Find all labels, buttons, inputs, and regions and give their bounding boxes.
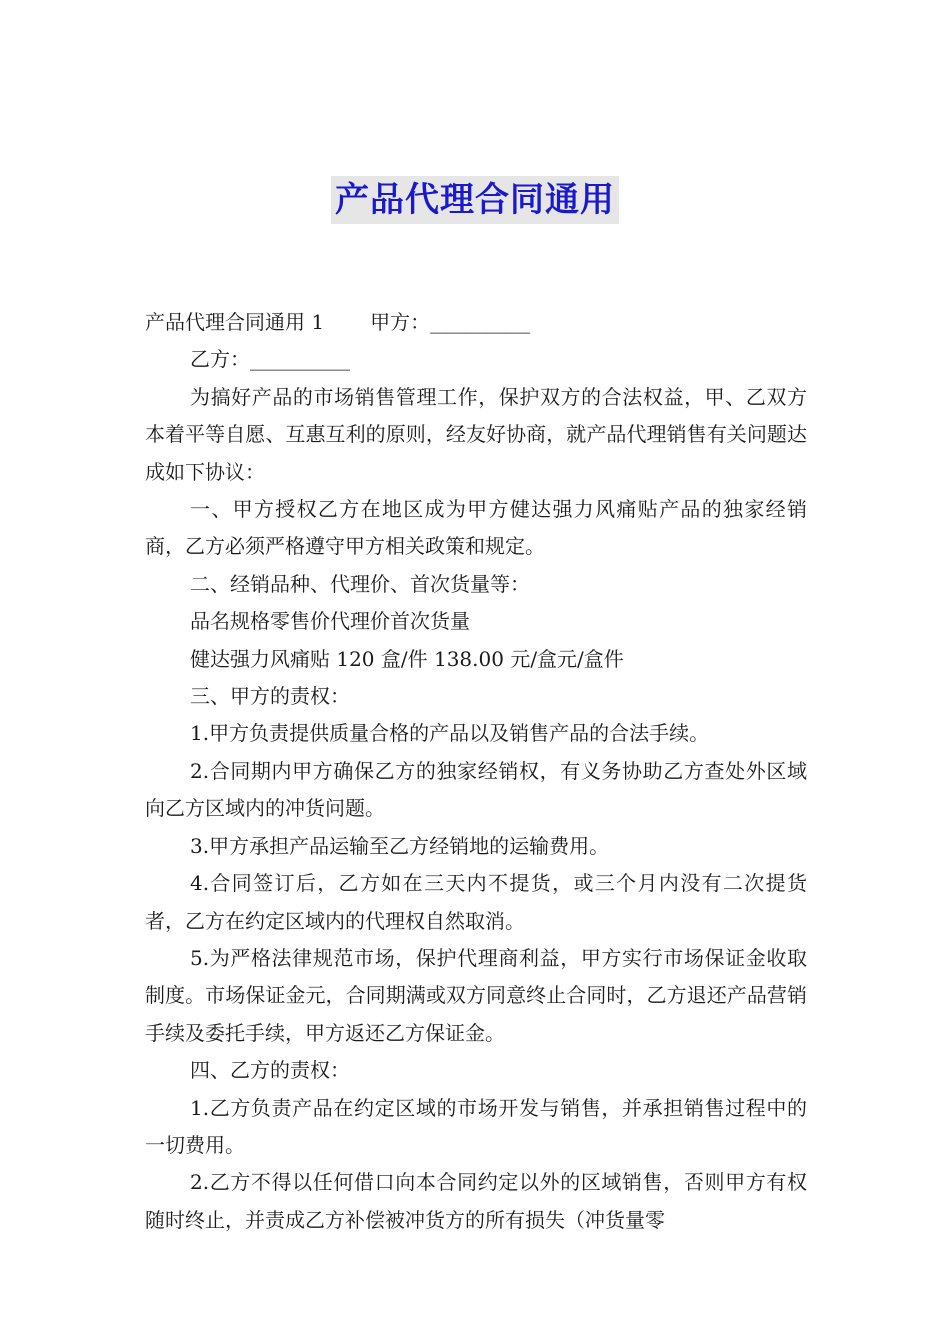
paragraph: 三、甲方的责权： [190,684,350,709]
paragraph: 健达强力风痛贴 120 盒/件 138.00 元/盒元/盒件 [190,646,624,671]
document-title-block [0,176,950,230]
paragraph: 品名规格零售价代理价首次货量 [190,609,470,634]
paragraph: 一、甲方授权乙方在地区成为甲方健达强力风痛贴产品的独家经销商，乙方必须严格遵守甲方相关政策和规定。 [145,497,807,559]
paragraph: 二、经销品种、代理价、首次货量等： [190,571,530,596]
paragraph: 乙方：__________ [190,347,350,372]
paragraph: 5.为严格法律规范市场，保护代理商利益，甲方实行市场保证金收取制度。市场保证金元，合同期满或双方同意终止合同时，乙方退还产品营销手续及委托手续，甲方返还乙方保证金。 [145,945,807,1045]
document-body [145,304,807,1239]
paragraph: 1.甲方负责提供质量合格的产品以及销售产品的合法手续。 [190,721,710,746]
paragraph: 2.合同期内甲方确保乙方的独家经销权，有义务协助乙方查处外区域向乙方区域内的冲货问题。 [145,758,807,821]
paragraph: 3.甲方承担产品运输至乙方经销地的运输费用。 [190,833,610,858]
contract-heading: 产品代理合同通用 1 [145,310,325,334]
first-line [145,304,807,341]
paragraph: 2.乙方不得以任何借口向本合同约定以外的区域销售，否则甲方有权随时终止，并责成乙方补偿被冲货方的所有损失（冲货量零 [145,1170,807,1232]
paragraph: 4.合同签订后，乙方如在三天内不提货，或三个月内没有二次提货者，乙方在约定区域内的代理权自然取消。 [145,871,807,933]
party-a-line: 甲方：__________ [370,310,531,334]
paragraph: 为搞好产品的市场销售管理工作，保护双方的合法权益，甲、乙双方本着平等自愿、互惠互利的原则，经友好协商，就产品代理销售有关问题达成如下协议： [145,384,807,484]
paragraph: 四、乙方的责权： [190,1058,350,1083]
paragraph: 1.乙方负责产品在约定区域的市场开发与销售，并承担销售过程中的一切费用。 [145,1095,807,1157]
document-title: 产品代理合同通用 [331,176,619,224]
